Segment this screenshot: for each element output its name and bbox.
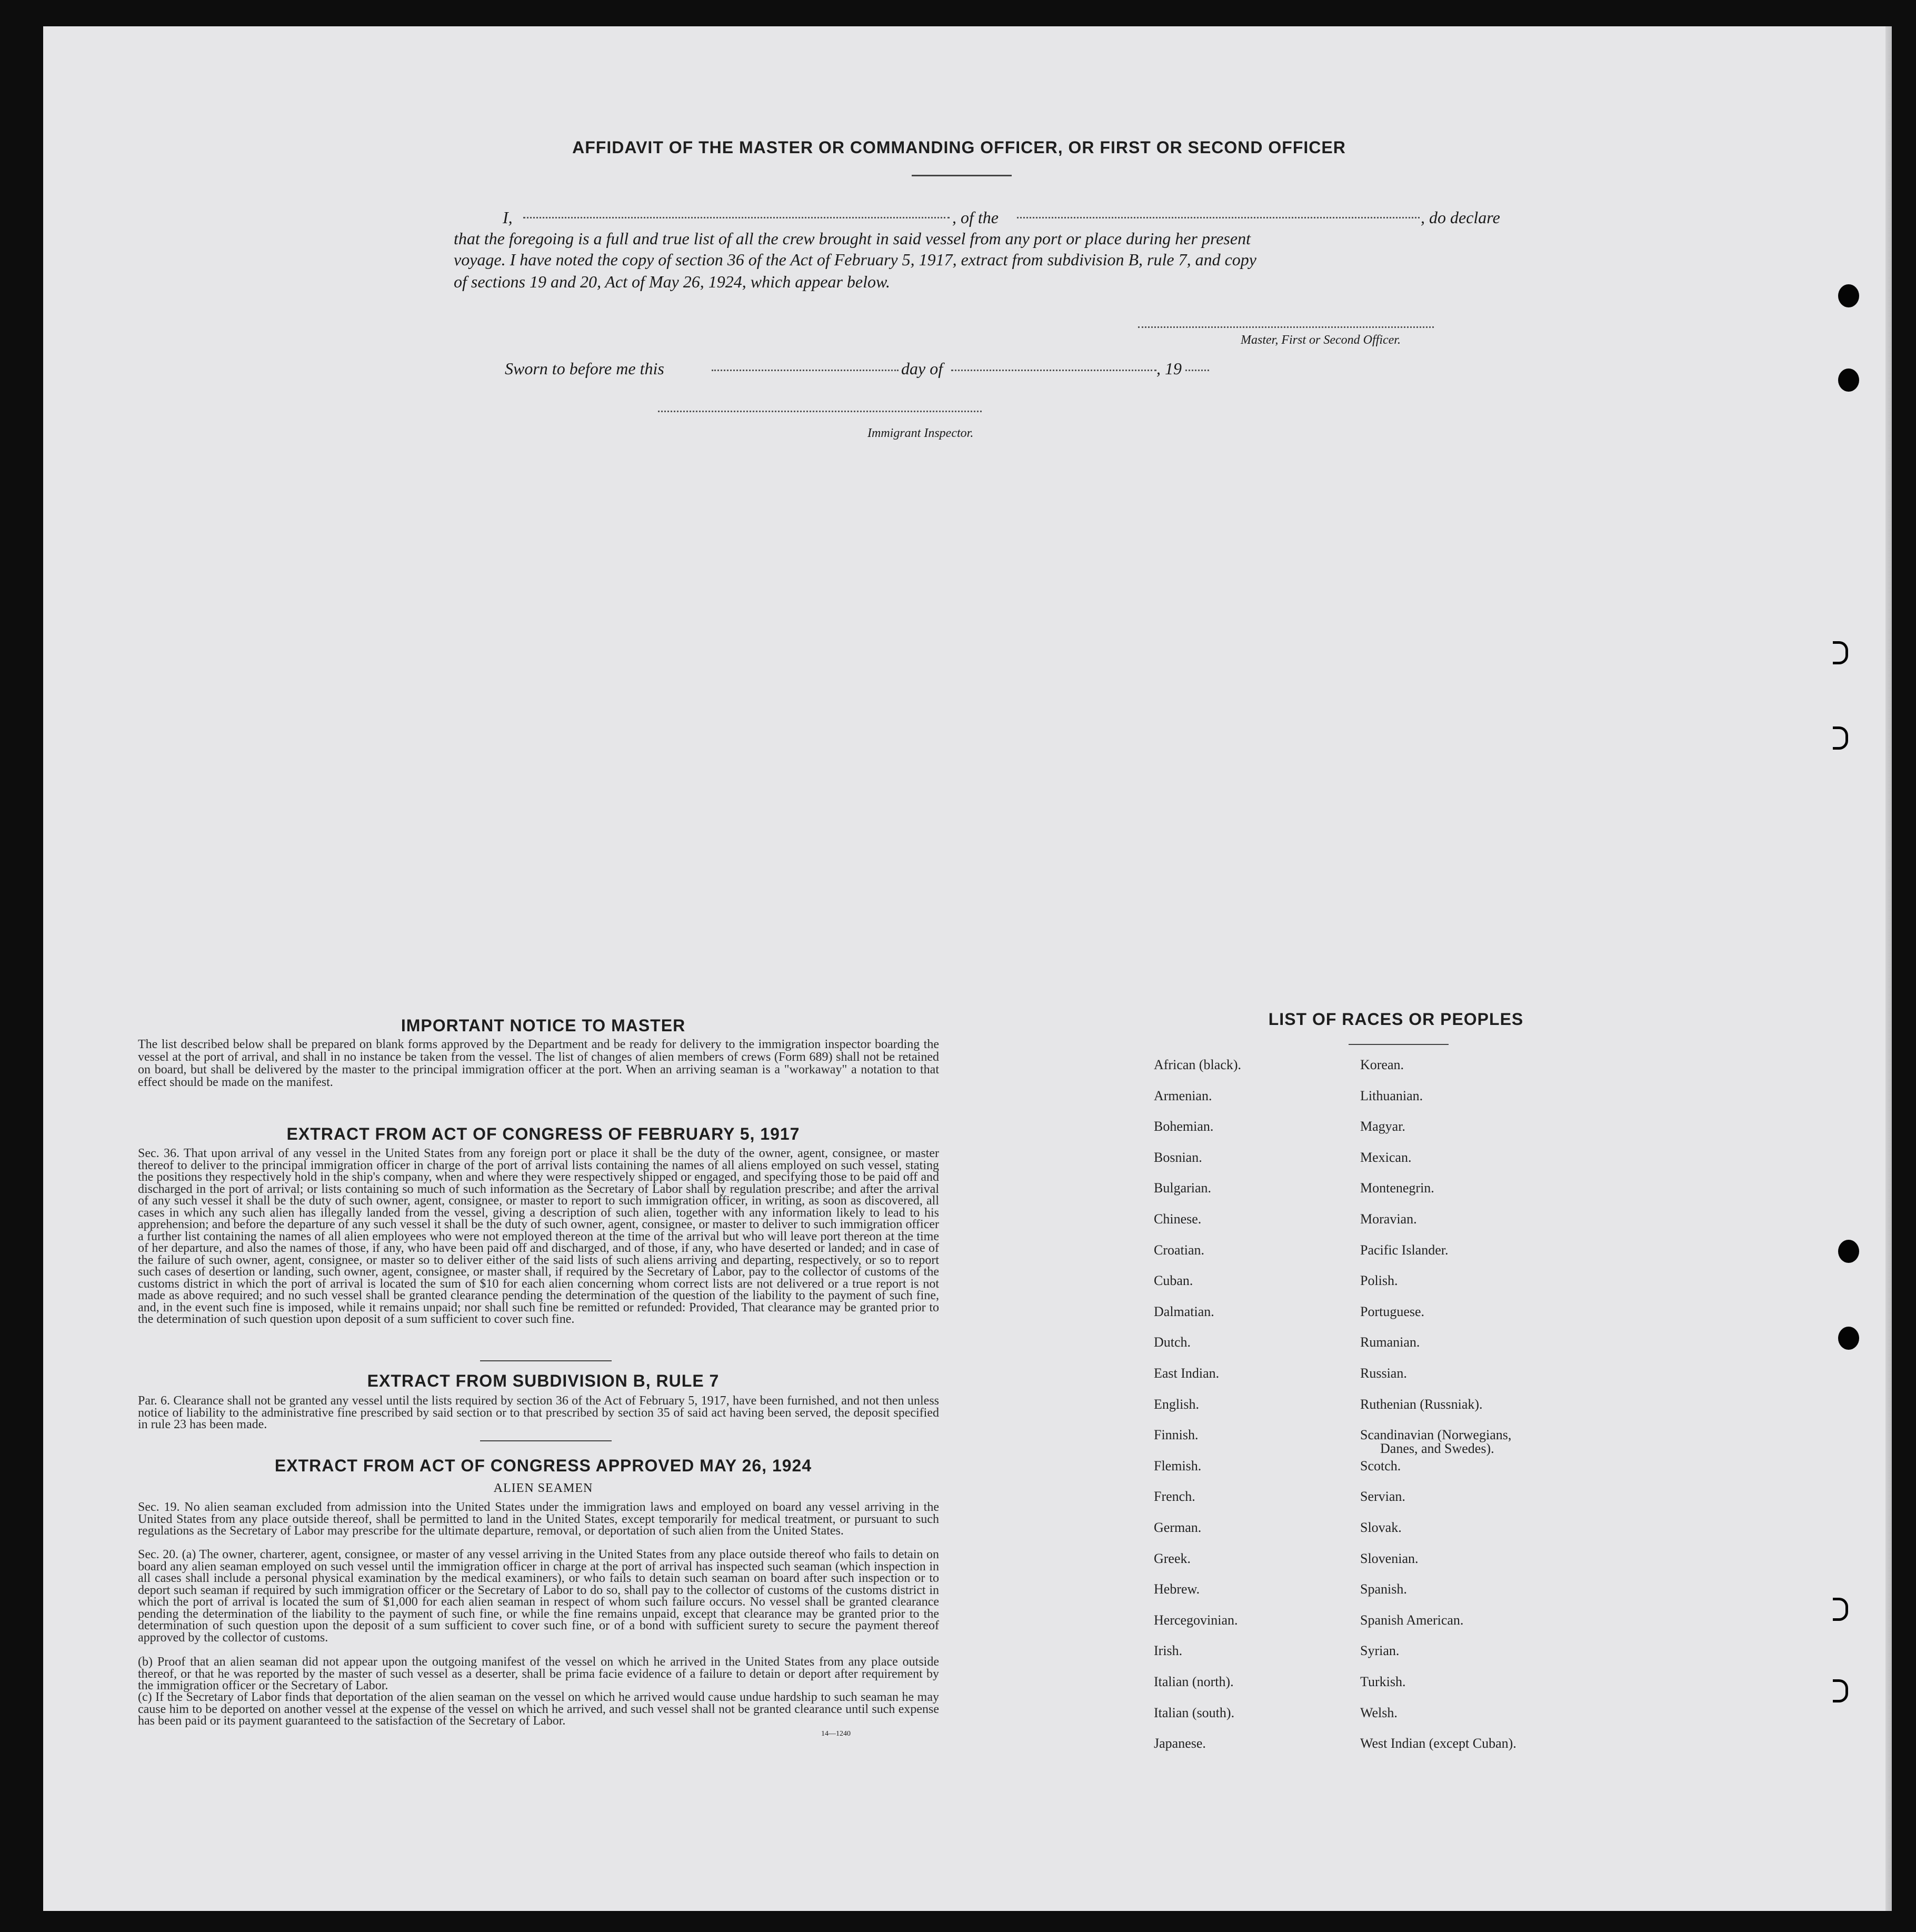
race-item: Dutch. (1154, 1335, 1191, 1350)
race-item: African (black). (1154, 1057, 1242, 1072)
sec20c-text: (c) If the Secretary of Labor finds that deportation of the alien seaman on the vessel on which he arrived would cause undue hardship to such seaman he may cause him to be deported on another vessel at the expense of the vessel on which he arrived, and such vessel shall not be granted clearance until such expense has been paid or its payment guaranteed to the satisfaction of the Secretary of Labor. (138, 1690, 939, 1728)
race-item: Croatian. (1154, 1242, 1205, 1258)
race-item: East Indian. (1154, 1366, 1220, 1381)
year-label: , 19 (1156, 359, 1182, 378)
races-divider (1349, 1044, 1449, 1045)
sec19-text: Sec. 19. No alien seaman excluded from admission into the United States under the immigration laws and employed on board any vessel arriving in the United States from any place outside thereof, shall be permitted to land in the United States, except temporarily for medical treatment, or pursuant to such regulations as the Secretary of Labor may prescribe for the ultimate departure, removal, or deportation of such alien from the United States. (138, 1500, 939, 1538)
divider-2 (480, 1440, 612, 1441)
races-title: LIST OF RACES OR PEOPLES (1268, 1010, 1524, 1029)
master-signature-label: Master, First or Second Officer. (1241, 333, 1401, 347)
inspector-signature-line[interactable] (658, 411, 982, 412)
race-item: German. (1154, 1520, 1202, 1535)
sworn-label: Sworn to before me this (505, 359, 664, 378)
race-item: Cuban. (1154, 1273, 1193, 1289)
race-item: Scotch. (1360, 1458, 1401, 1473)
race-item: Danes, and Swedes). (1380, 1441, 1494, 1457)
binder-hole (1838, 1327, 1859, 1350)
vessel-blank[interactable] (1017, 217, 1420, 218)
binder-hole (1838, 1240, 1859, 1263)
notice-title: IMPORTANT NOTICE TO MASTER (401, 1016, 686, 1035)
alien-seamen-subtitle: ALIEN SEAMEN (493, 1481, 593, 1495)
binder-hole-half (1833, 1598, 1848, 1621)
race-item: Turkish. (1360, 1674, 1406, 1689)
race-item: Spanish American. (1360, 1612, 1464, 1628)
race-item: Russian. (1360, 1366, 1407, 1381)
race-item: Scandinavian (Norwegians, (1360, 1427, 1512, 1443)
title-divider (912, 175, 1012, 176)
binder-hole (1838, 284, 1859, 307)
race-item: Greek. (1154, 1550, 1191, 1566)
affidavit-line-2: that the foregoing is a full and true list of all the crew brought in said vessel from any port or place during her present (454, 229, 1251, 248)
affidavit-line-3: voyage. I have noted the copy of section 36 of the Act of February 5, 1917, extract from subdivision B, rule 7, and copy (454, 250, 1256, 269)
race-item: Welsh. (1360, 1705, 1398, 1720)
year-blank[interactable] (1185, 370, 1209, 371)
race-item: Hercegovinian. (1154, 1612, 1238, 1628)
day-of-label: day of (901, 359, 943, 378)
race-item: Spanish. (1360, 1581, 1407, 1597)
race-item: Servian. (1360, 1489, 1405, 1505)
race-item: Finnish. (1154, 1427, 1199, 1443)
divider-1 (480, 1360, 612, 1361)
race-item: Mexican. (1360, 1149, 1412, 1165)
race-item: Armenian. (1154, 1088, 1212, 1103)
form-number: 14—1240 (821, 1730, 851, 1738)
extract-1917-text: Sec. 36. That upon arrival of any vessel in the United States from any foreign port or place it shall be the duty of the owner, agent, consignee, or master thereof to deliver to the principal immigration officer in charge of the port of arrival lists containing the names of all aliens employed on such vessel, stating the positions they respectively hold in the ship's company, when and where they were respectively shipped or engaged, and specifying those to be paid off and discharged in the port of arrival; or lists containing so much of such information as the Secretary of Labor shall by regulation prescribe; and after the arrival of any such vessel it shall be the duty of such owner, agent, consignee, or master to report to such immigration officer, in writing, as soon as discovered, all cases in which any such alien has illegally landed from the vessel, giving a description of such alien, together with any information likely to lead to his apprehension; and before the departure of any such vessel it shall be the duty of such owner, agent, consignee, or master to deliver to such immigration officer a further list containing the names of all alien employees who were not employed thereon at the time of the arrival but who will leave port thereon at the time of her departure, and also the names of those, if any, who have been paid off and discharged, and of those, if any, who have deserted or landed; and in case of the failure of such owner, agent, consignee, or master so to deliver either of the said lists of such aliens arriving and departing, respectively, or so to report such cases of desertion or landing, such owner, agent, consignee, or master shall, if required by the Secretary of Labor, pay to the collector of customs of the customs district in which the port of arrival is located the sum of $10 for each alien concerning whom correct lists are not delivered or a true report is not made as above required; and no such vessel shall be granted clearance pending the determination of the question of the liability to the payment of such fine, and, in the event such fine is imposed, while it remains unpaid; nor shall such fine be remitted or refunded: Provided, That clearance may be granted prior to the determination of such question upon deposit of a sum sufficient to cover such fine. (138, 1147, 939, 1326)
name-blank[interactable] (523, 217, 950, 218)
sworn-day-blank[interactable] (712, 370, 899, 371)
race-item: Pacific Islander. (1360, 1242, 1449, 1258)
race-item: Moravian. (1360, 1211, 1417, 1227)
binder-hole-half (1833, 726, 1848, 750)
race-item: English. (1154, 1396, 1199, 1412)
race-item: Chinese. (1154, 1211, 1202, 1227)
inspector-label: Immigrant Inspector. (867, 426, 974, 440)
race-item: Hebrew. (1154, 1581, 1200, 1597)
rule7-title: EXTRACT FROM SUBDIVISION B, RULE 7 (367, 1371, 720, 1390)
race-item: Magyar. (1360, 1119, 1405, 1134)
race-item: Ruthenian (Russniak). (1360, 1396, 1483, 1412)
race-item: Irish. (1154, 1643, 1183, 1659)
race-item: Dalmatian. (1154, 1303, 1214, 1319)
race-item: Japanese. (1154, 1736, 1206, 1751)
rule7-text: Par. 6. Clearance shall not be granted any vessel until the lists required by section 36 of the Act of February 5, 1917, have been furnished, and not then unless notice of liability to the administrative fine prescribed by said section or to that prescribed by section 35 of said act having been served, the deposit specified in rule 23 has been made. (138, 1394, 939, 1431)
master-signature-line[interactable] (1138, 326, 1434, 328)
sworn-month-blank[interactable] (951, 370, 1156, 371)
extract-1917-title: EXTRACT FROM ACT OF CONGRESS OF FEBRUARY 5, 1917 (286, 1124, 800, 1143)
affidavit-i: I, (503, 208, 513, 227)
race-item: Bohemian. (1154, 1119, 1214, 1134)
binder-hole-half (1833, 1679, 1848, 1702)
race-item: Flemish. (1154, 1458, 1202, 1473)
binder-hole (1838, 369, 1859, 392)
race-item: Italian (north). (1154, 1674, 1234, 1689)
race-item: Syrian. (1360, 1643, 1400, 1659)
affidavit-line-4: of sections 19 and 20, Act of May 26, 1924, which appear below. (454, 272, 890, 291)
race-item: French. (1154, 1489, 1195, 1505)
affidavit-of-the: , of the (952, 208, 999, 227)
race-item: Slovak. (1360, 1520, 1402, 1535)
race-item: Bosnian. (1154, 1149, 1202, 1165)
extract-1924-title: EXTRACT FROM ACT OF CONGRESS APPROVED MAY 26, 1924 (274, 1456, 812, 1475)
sec20a-text: Sec. 20. (a) The owner, charterer, agent, consignee, or master of any vessel arriving in the United States from any place outside thereof who fails to detain on board any alien seaman employed on such vessel until the immigration officer in charge at the port of arrival has inspected such seaman (which inspection in all cases shall include a personal physical examination by the medical examiners), or who fails to detain such seaman on board after such inspection or to deport such seaman if required by such immigration officer or the Secretary of Labor to do so, shall pay to the collector of customs of the customs district in which the port of arrival is located the sum of $1,000 for each alien seaman in respect of whom such failure occurs. No vessel shall be granted clearance pending the determination of the liability to the payment of such fine, or while the fine remains unpaid, except that clearance may be granted prior to the determination of such question upon the deposit of a sum sufficient to cover such fine, or of a bond with sufficient surety to secure the payment thereof approved by the collector of customs. (138, 1548, 939, 1645)
race-item: Slovenian. (1360, 1550, 1419, 1566)
page-edge (1885, 26, 1892, 1911)
race-item: Montenegrin. (1360, 1180, 1434, 1196)
race-item: Bulgarian. (1154, 1180, 1212, 1196)
race-item: Polish. (1360, 1273, 1398, 1289)
race-item: Lithuanian. (1360, 1088, 1423, 1103)
race-item: Korean. (1360, 1057, 1404, 1072)
affidavit-do-declare: , do declare (1421, 208, 1500, 227)
race-item: Rumanian. (1360, 1335, 1420, 1350)
affidavit-title: AFFIDAVIT OF THE MASTER OR COMMANDING OFFICER, OR FIRST OR SECOND OFFICER (572, 138, 1346, 157)
sec20b-text: (b) Proof that an alien seaman did not appear upon the outgoing manifest of the vessel on which he arrived in the United States from any place outside thereof, or that he was reported by the master of such vessel as a deserter, shall be prima facie evidence of a failure to detain or deport after requirement by the immigration officer or the Secretary of Labor. (138, 1655, 939, 1692)
notice-text: The list described below shall be prepared on blank forms approved by the Department and be ready for delivery to the immigration inspector boarding the vessel at the port of arrival, and shall in no instance be taken from the vessel. The list of changes of alien members of crews (Form 689) shall not be retained on board, but shall be delivered by the master to the principal immigration officer at the port. When an arriving seaman is a "workaway" a notation to that effect should be made on the manifest. (138, 1038, 939, 1089)
race-item: Portuguese. (1360, 1303, 1425, 1319)
binder-hole-half (1833, 641, 1848, 664)
race-item: West Indian (except Cuban). (1360, 1736, 1516, 1751)
race-item: Italian (south). (1154, 1705, 1235, 1720)
form-page (43, 26, 1892, 1911)
